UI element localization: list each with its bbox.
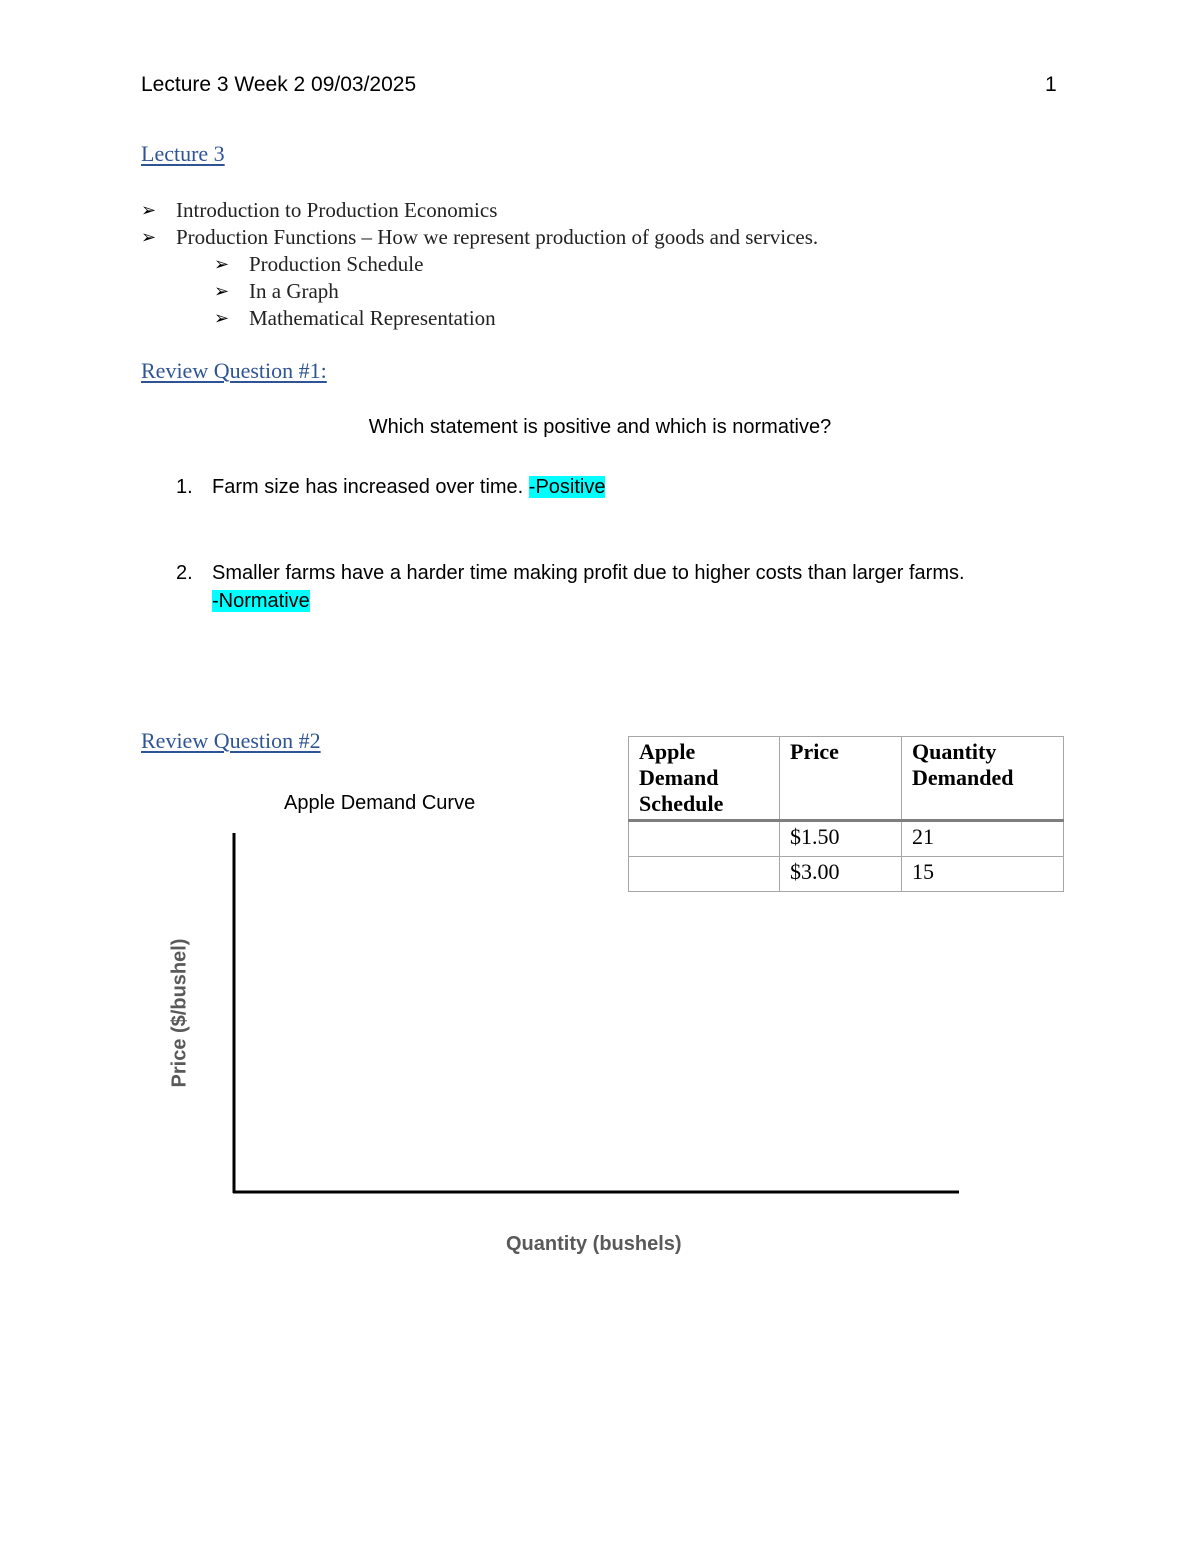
header-cell: Price xyxy=(780,737,902,821)
arrow-bullet-icon: ➢ xyxy=(141,200,157,220)
question-prompt: Which statement is positive and which is normative? xyxy=(368,416,832,438)
chart-title: Apple Demand Curve xyxy=(284,792,476,814)
table-cell xyxy=(629,821,780,857)
topic-item: ➢ Production Functions – How we represent production of goods and services. xyxy=(141,225,819,249)
subtopic-item: ➢ Mathematical Representation xyxy=(214,306,496,330)
subtopic-item: ➢ In a Graph xyxy=(214,279,339,303)
question-text: Smaller farms have a harder time making profit due to higher costs than larger farms. xyxy=(212,562,965,584)
question-number: 1. xyxy=(176,476,193,498)
table-cell: 21 xyxy=(902,821,1064,857)
page-number: 1 xyxy=(1045,73,1057,96)
subtopic-item: ➢ Production Schedule xyxy=(214,252,424,276)
page-header-title: Lecture 3 Week 2 09/03/2025 xyxy=(141,73,417,96)
table-cell: 15 xyxy=(902,857,1064,892)
header-cell: Apple Demand Schedule xyxy=(629,737,780,821)
table-header-row xyxy=(629,737,1064,821)
demand-schedule-table xyxy=(628,736,1064,892)
lecture-heading: Lecture 3 xyxy=(141,141,225,166)
header-cell: Quantity Demanded xyxy=(902,737,1064,821)
table-row xyxy=(629,857,1064,892)
table-cell xyxy=(629,857,780,892)
arrow-bullet-icon: ➢ xyxy=(214,254,230,274)
table-row xyxy=(629,821,1064,857)
review-question-1-heading: Review Question #1: xyxy=(141,358,327,383)
question-text: Farm size has increased over time. xyxy=(212,476,529,498)
arrow-bullet-icon: ➢ xyxy=(141,227,157,247)
y-axis-label: Price ($/bushel) xyxy=(168,938,191,1088)
x-axis-label: Quantity (bushels) xyxy=(506,1233,682,1255)
arrow-bullet-icon: ➢ xyxy=(214,281,230,301)
topic-item: ➢ Introduction to Production Economics xyxy=(141,198,498,222)
review-question-2-heading: Review Question #2 xyxy=(141,728,321,753)
answer-highlight: -Positive xyxy=(528,476,606,498)
table-cell: $1.50 xyxy=(780,821,902,857)
answer-highlight: -Normative xyxy=(212,590,310,612)
table-cell: $3.00 xyxy=(780,857,902,892)
question-number: 2. xyxy=(176,562,193,584)
arrow-bullet-icon: ➢ xyxy=(214,308,230,328)
